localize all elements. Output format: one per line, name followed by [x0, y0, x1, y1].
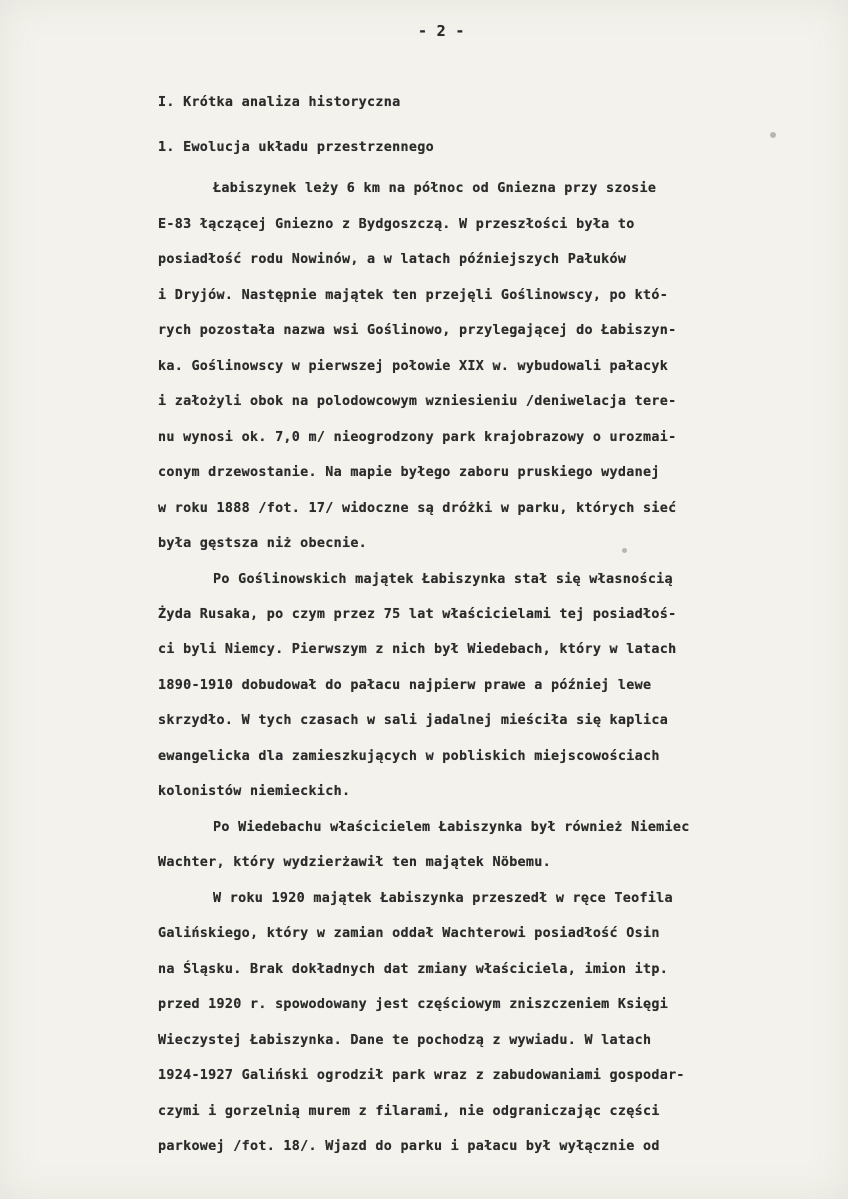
text-line: Wachter, który wydzierżawił ten majątek Nöbemu.	[158, 855, 552, 870]
text-line: E-83 łączącej Gniezno z Bydgoszczą. W przeszłości była to	[158, 217, 635, 232]
paper-speck	[770, 132, 776, 138]
page-number: - 2 -	[418, 22, 465, 40]
text-line: Żyda Rusaka, po czym przez 75 lat właścicielami tej posiadłoś-	[158, 607, 677, 622]
text-line: i założyli obok na polodowcowym wzniesieniu /deniwelacja tere-	[158, 394, 677, 409]
text-line: ewangelicka dla zamieszkujących w pobliskich miejscowościach	[158, 749, 660, 764]
text-line: Po Goślinowskich majątek Łabiszynka stał się własnością	[213, 572, 673, 587]
text-line: 1890-1910 dobudował do pałacu najpierw prawe a później lewe	[158, 678, 652, 693]
text-line: skrzydło. W tych czasach w sali jadalnej mieściła się kaplica	[158, 713, 669, 728]
text-line: kolonistów niemieckich.	[158, 784, 351, 799]
text-line: conym drzewostanie. Na mapie byłego zaboru pruskiego wydanej	[158, 465, 660, 480]
text-line: na Śląsku. Brak dokładnych dat zmiany właściciela, imion itp.	[158, 962, 669, 977]
text-line: w roku 1888 /fot. 17/ widoczne są dróżki w parku, których sieć	[158, 501, 677, 516]
text-line: W roku 1920 majątek Łabiszynka przeszedł w ręce Teofila	[213, 891, 673, 906]
text-line: 1924-1927 Galiński ogrodził park wraz z zabudowaniami gospodar-	[158, 1068, 685, 1083]
text-line: ka. Goślinowscy w pierwszej połowie XIX w. wybudowali pałacyk	[158, 359, 669, 374]
text-line: posiadłość rodu Nowinów, a w latach późniejszych Pałuków	[158, 252, 627, 267]
paper-speck	[622, 548, 627, 553]
text-line: parkowej /fot. 18/. Wjazd do parku i pałacu był wyłącznie od	[158, 1139, 660, 1154]
subsection-heading: 1. Ewolucja układu przestrzennego	[158, 140, 434, 155]
text-line: przed 1920 r. spowodowany jest częściowym zniszczeniem Księgi	[158, 997, 669, 1012]
text-line: rych pozostała nazwa wsi Goślinowo, przylegającej do Łabiszyn-	[158, 323, 677, 338]
text-line: nu wynosi ok. 7,0 m/ nieogrodzony park krajobrazowy o urozmai-	[158, 430, 677, 445]
section-heading: I. Krótka analiza historyczna	[158, 95, 401, 110]
text-line: i Dryjów. Następnie majątek ten przejęli Goślinowscy, po któ-	[158, 288, 669, 303]
text-line: Wieczystej Łabiszynka. Dane te pochodzą z wywiadu. W latach	[158, 1033, 652, 1048]
text-line: ci byli Niemcy. Pierwszym z nich był Wiedebach, który w latach	[158, 642, 677, 657]
text-line: Po Wiedebachu właścicielem Łabiszynka był również Niemiec	[213, 820, 690, 835]
text-line: Łabiszynek leży 6 km na północ od Gniezna przy szosie	[213, 181, 657, 196]
text-line: czymi i gorzelnią murem z filarami, nie odgraniczając części	[158, 1104, 660, 1119]
text-line: była gęstsza niż obecnie.	[158, 536, 368, 551]
text-line: Galińskiego, który w zamian oddał Wachterowi posiadłość Osin	[158, 926, 660, 941]
